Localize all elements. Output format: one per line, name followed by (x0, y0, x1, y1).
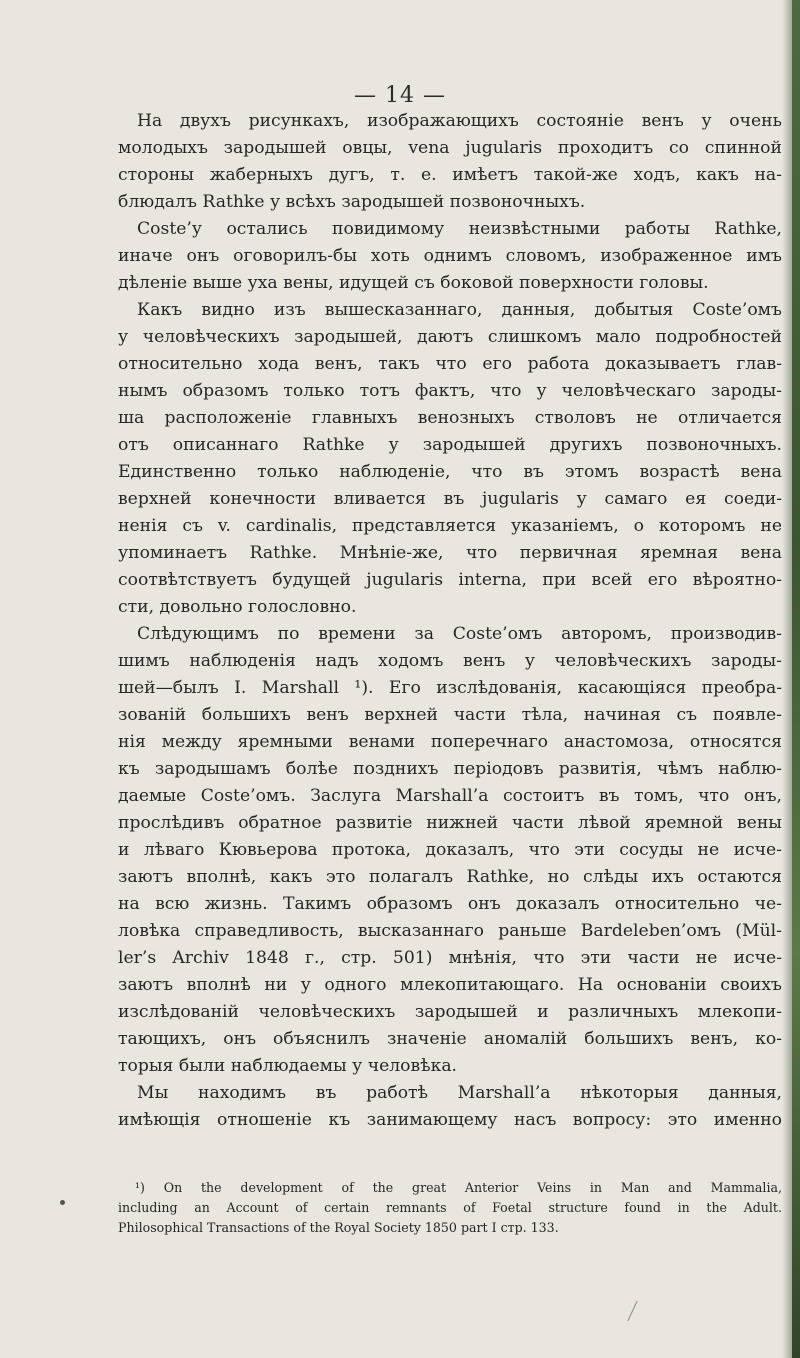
text-line: нымъ образомъ только тотъ фактъ, что у человѣческаго зароды- (118, 381, 782, 401)
text-line: На двухъ рисункахъ, изображающихъ состояніе венъ у очень (137, 111, 782, 131)
text-line: ша расположеніе главныхъ венозныхъ стволовъ не отличается (118, 408, 782, 428)
binding-edge (792, 0, 800, 1358)
text-line: отъ описаннаго Rathke у зародышей другихъ позвоночныхъ. (118, 435, 782, 455)
text-line: шей—былъ I. Marshall ¹). Его изслѣдованія, касающіяся преобра- (118, 678, 782, 698)
text-line: Мы находимъ въ работѣ Marshall’а нѣкоторыя данныя, (137, 1083, 782, 1103)
text-line: шимъ наблюденія надъ ходомъ венъ у человѣческихъ зароды- (118, 651, 782, 671)
text-line: верхней конечности вливается въ jugularis у самаго ея соеди- (118, 489, 782, 509)
footnote-line: ¹) On the development of the great Anterior Veins in Man and Mammalia, (135, 1180, 782, 1195)
text-line: зованій большихъ венъ верхней части тѣла, начиная съ появле- (118, 705, 782, 725)
text-line: Какъ видно изъ вышесказаннаго, данныя, добытыя Coste’омъ (137, 300, 782, 320)
footnote-line: including an Account of certain remnants of Foetal structure found in the Adult. (118, 1200, 782, 1215)
text-line: изслѣдованій человѣческихъ зародышей и различныхъ млекопи- (118, 1002, 782, 1022)
text-line: на всю жизнь. Такимъ образомъ онъ доказалъ относительно че- (118, 894, 782, 914)
text-line: прослѣдивъ обратное развитіе нижней части лѣвой яремной вены (118, 813, 782, 833)
text-line: нія между яремными венами поперечнаго анастомоза, относятся (118, 732, 782, 752)
text-line: иначе онъ оговорилъ-бы хоть однимъ словомъ, изображенное имъ (118, 246, 782, 266)
text-line: ler’s Archiv 1848 г., стр. 501) мнѣнія, что эти части не исче- (118, 948, 782, 968)
text-line: ненія съ v. cardinalis, представляется указаніемъ, о которомъ не (118, 516, 782, 536)
text-line: стороны жаберныхъ дугъ, т. е. имѣетъ такой-же ходъ, какъ на- (118, 165, 782, 185)
text-line: относительно хода венъ, такъ что его работа доказываетъ глав- (118, 354, 782, 374)
text-line: имѣющія отношеніе къ занимающему насъ вопросу: это именно (118, 1110, 782, 1130)
text-line: молодыхъ зародышей овцы, vena jugularis проходитъ со спинной (118, 138, 782, 158)
text-line: заютъ вполнѣ, какъ это полагалъ Rathke, но слѣды ихъ остаются (118, 867, 782, 887)
text-line: упоминаетъ Rathke. Мнѣніе-же, что первичная яремная вена (118, 543, 782, 563)
text-line: Слѣдующимъ по времени за Coste’омъ авторомъ, производив- (137, 624, 782, 644)
text-line: къ зародышамъ болѣе позднихъ періодовъ развитія, чѣмъ наблю- (118, 759, 782, 779)
text-line: дѣленіе выше уха вены, идущей съ боковой поверхности головы. (118, 273, 709, 293)
text-line: и лѣваго Кювьерова протока, доказалъ, что эти сосуды не исче- (118, 840, 782, 860)
text-line: даемые Coste’омъ. Заслуга Marshall’а состоитъ въ томъ, что онъ, (118, 786, 782, 806)
text-line: Единственно только наблюденіе, что въ этомъ возрастѣ вена (118, 462, 782, 482)
paper-scratch (627, 1301, 637, 1321)
ink-speck (60, 1200, 65, 1205)
text-line: заютъ вполнѣ ни у одного млекопитающаго. На основаніи своихъ (118, 975, 782, 995)
page-number: — 14 — (354, 83, 446, 108)
text-line: торыя были наблюдаемы у человѣка. (118, 1056, 458, 1076)
text-line: Coste’у остались повидимому неизвѣстными работы Rathke, (137, 219, 782, 239)
text-line: ловѣка справедливость, высказаннаго раньше Bardeleben’омъ (Mül- (118, 921, 782, 941)
text-line: у человѣческихъ зародышей, даютъ слишкомъ мало подробностей (118, 327, 782, 347)
text-line: сти, довольно голословно. (118, 597, 357, 617)
text-line: тающихъ, онъ объяснилъ значеніе аномалій большихъ венъ, ко- (118, 1029, 782, 1049)
footnote-line: Philosophical Transactions of the Royal Society 1850 part I стр. 133. (118, 1220, 559, 1235)
text-line: блюдалъ Rathke у всѣхъ зародышей позвоночныхъ. (118, 192, 586, 212)
text-line: соотвѣтствуетъ будущей jugularis interna, при всей его вѣроятно- (118, 570, 782, 590)
